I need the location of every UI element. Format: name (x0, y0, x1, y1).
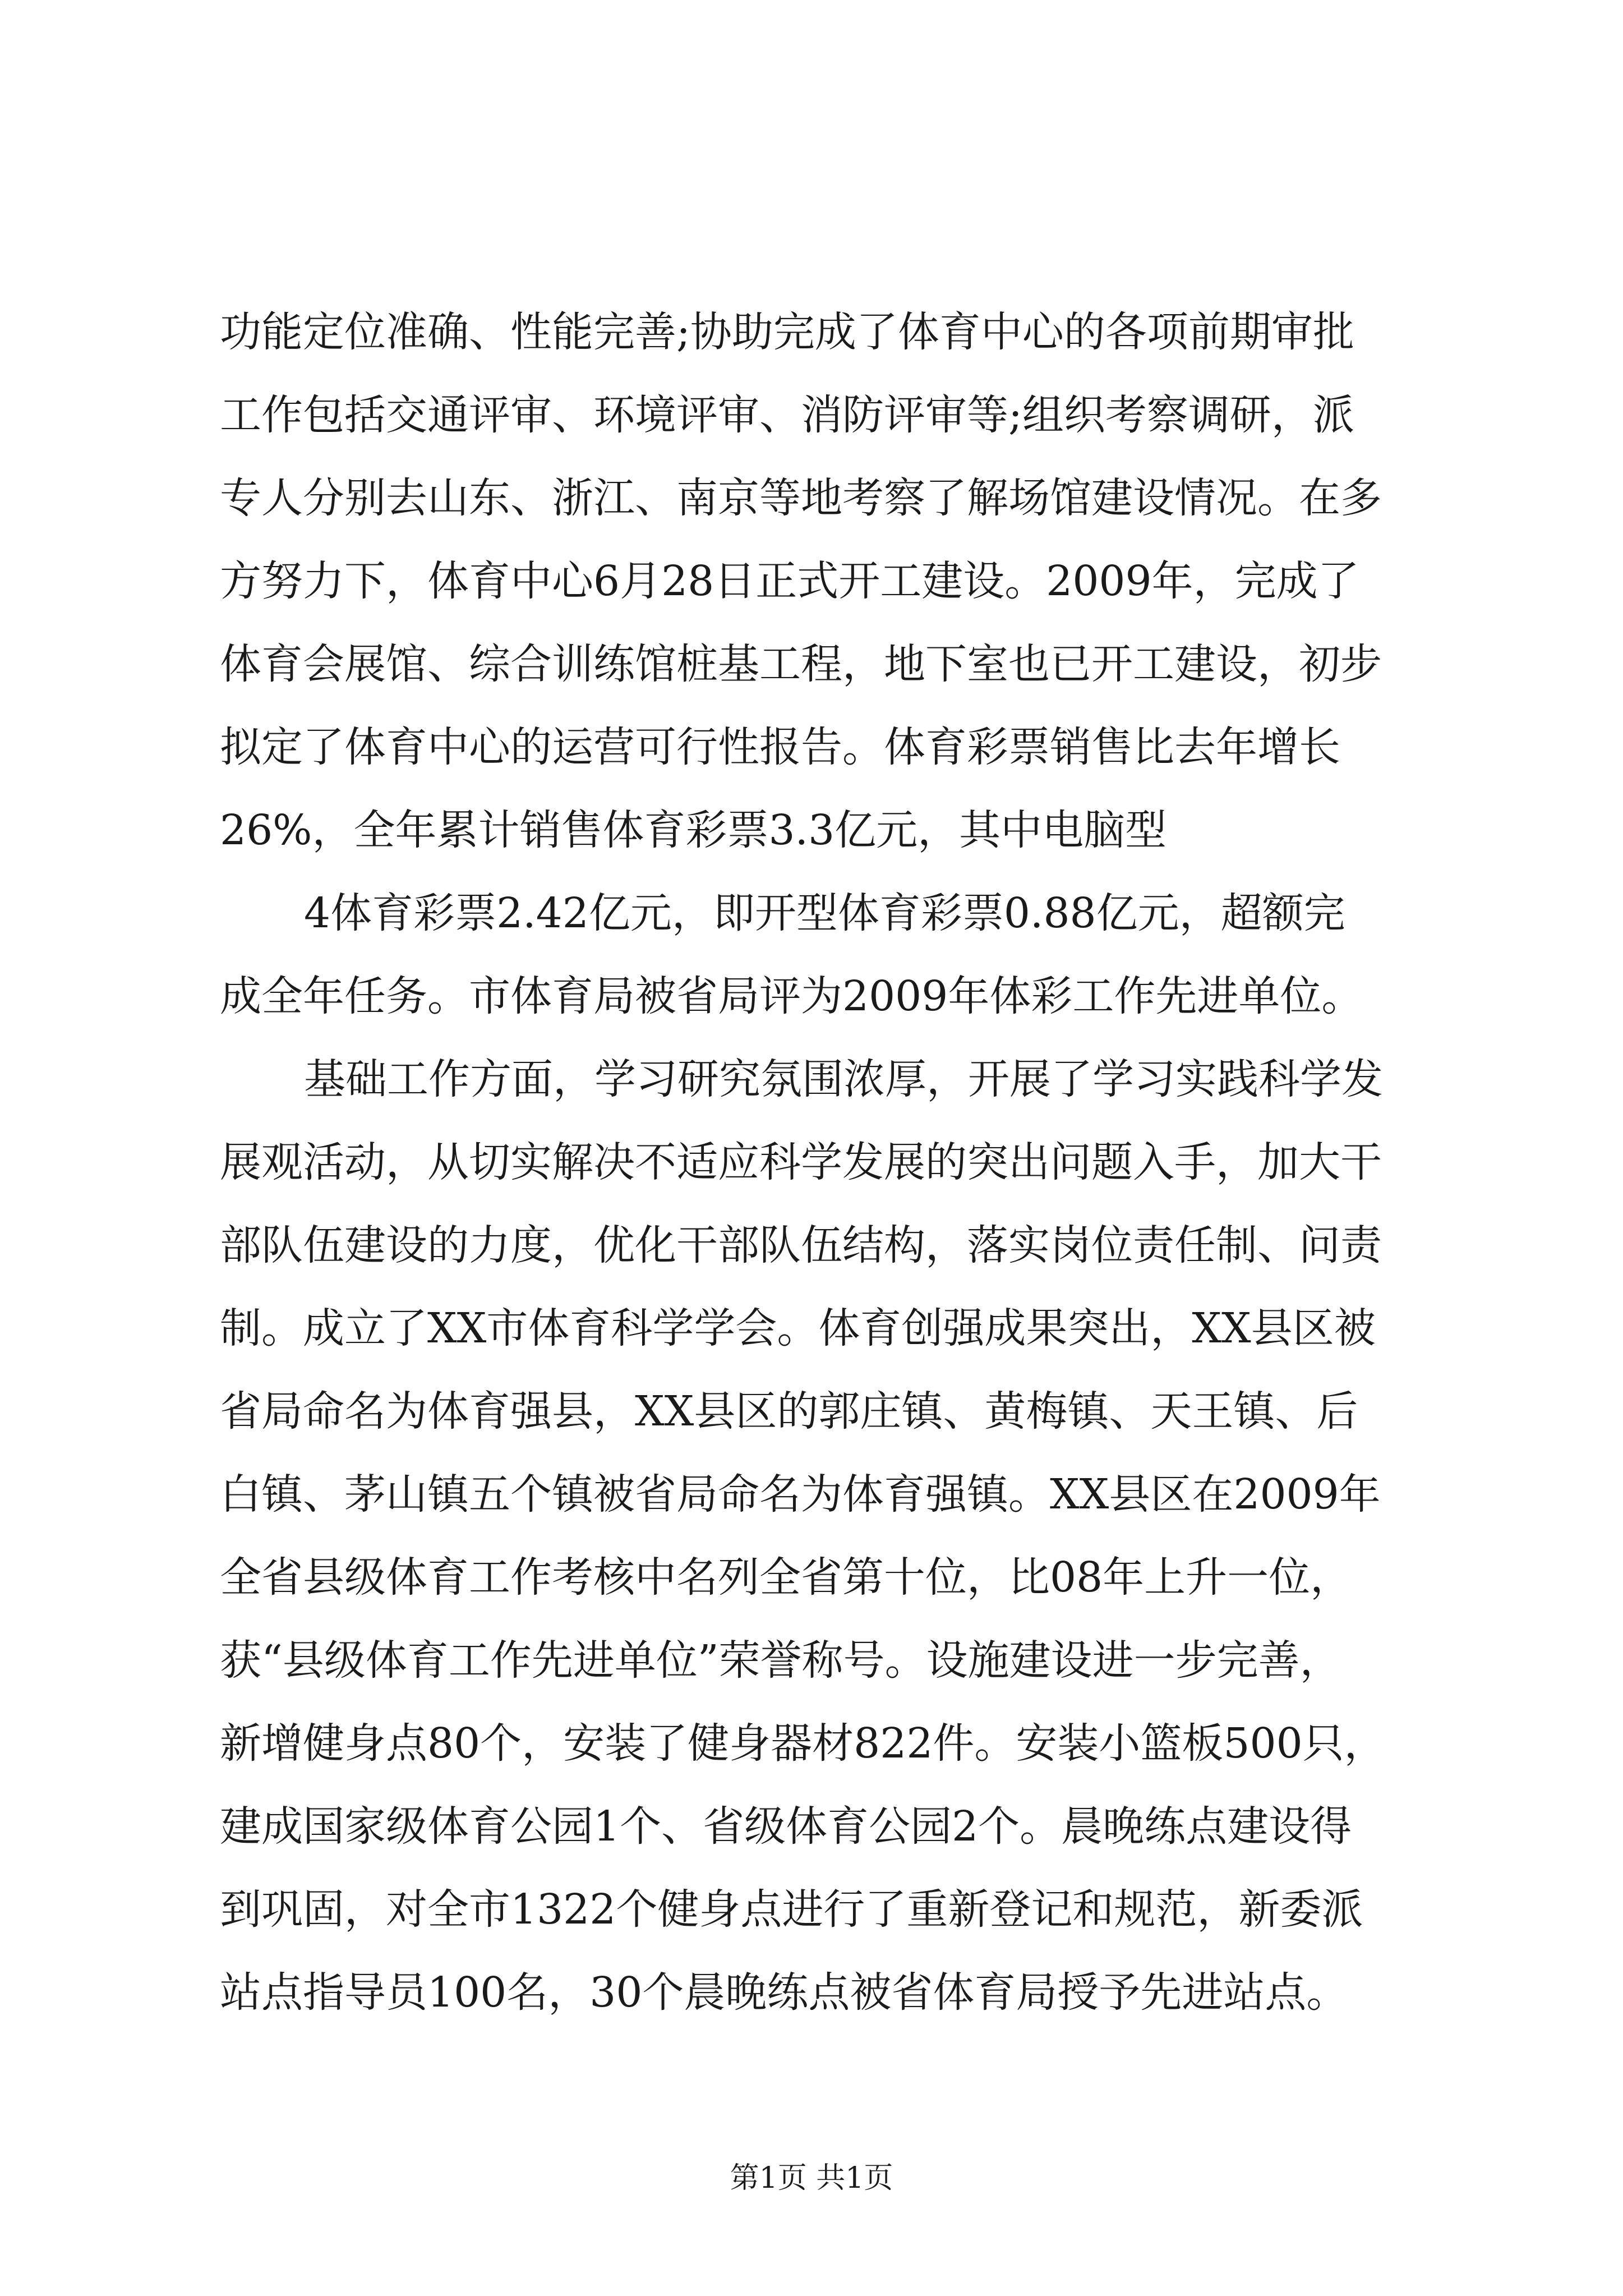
page-footer: 第1页 共1页 (730, 2161, 893, 2195)
text-line: 获“县级体育工作先进单位”荣誉称号。设施建设进一步完善， (220, 1636, 1341, 1685)
text-line: 功能定位准确、性能完善;协助完成了体育中心的各项前期审批 (220, 308, 1354, 356)
text-line: 拟定了体育中心的运营可行性报告。体育彩票销售比去年增长 (220, 723, 1340, 771)
text-line: 新增健身点80个，安装了健身器材822件。安装小篮板500只， (220, 1719, 1386, 1768)
body-text (220, 291, 1426, 2034)
text-line: 26%，全年累计销售体育彩票3.3亿元，其中电脑型 (220, 806, 1167, 854)
text-line: 省局命名为体育强县，XX县区的郭庄镇、黄梅镇、天王镇、后 (220, 1387, 1358, 1435)
text-line: 专人分别去山东、浙江、南京等地考察了解场馆建设情况。在多 (220, 474, 1382, 522)
text-line: 制。成立了XX市体育科学学会。体育创强成果突出，XX县区被 (220, 1304, 1376, 1352)
text-line: 到巩固，对全市1322个健身点进行了重新登记和规范，新委派 (220, 1885, 1363, 1934)
text-line: 全省县级体育工作考核中名列全省第十位，比08年上升一位， (220, 1553, 1352, 1602)
text-line: 站点指导员100名，30个晨晚练点被省体育局授予先进站点。 (220, 1968, 1348, 2017)
text-line: 展观活动，从切实解决不适应科学发展的突出问题入手，加大干 (220, 1138, 1382, 1186)
text-line: 基础工作方面，学习研究氛围浓厚，开展了学习实践科学发 (304, 1055, 1383, 1103)
text-line: 4体育彩票2.42亿元，即开型体育彩票0.88亿元，超额完 (304, 889, 1345, 937)
text-line: 成全年任务。市体育局被省局评为2009年体彩工作先进单位。 (220, 972, 1363, 1020)
text-line: 部队伍建设的力度，优化干部队伍结构，落实岗位责任制、问责 (220, 1221, 1382, 1269)
text-line: 体育会展馆、综合训练馆桩基工程，地下室也已开工建设，初步 (220, 640, 1382, 688)
text-line: 建成国家级体育公园1个、省级体育公园2个。晨晚练点建设得 (220, 1802, 1352, 1851)
text-line: 方努力下，体育中心6月28日正式开工建设。2009年，完成了 (220, 557, 1359, 605)
text-line: 白镇、茅山镇五个镇被省局命名为体育强镇。XX县区在2009年 (220, 1470, 1381, 1519)
text-line: 工作包括交通评审、环境评审、消防评审等;组织考察调研，派 (220, 391, 1354, 439)
